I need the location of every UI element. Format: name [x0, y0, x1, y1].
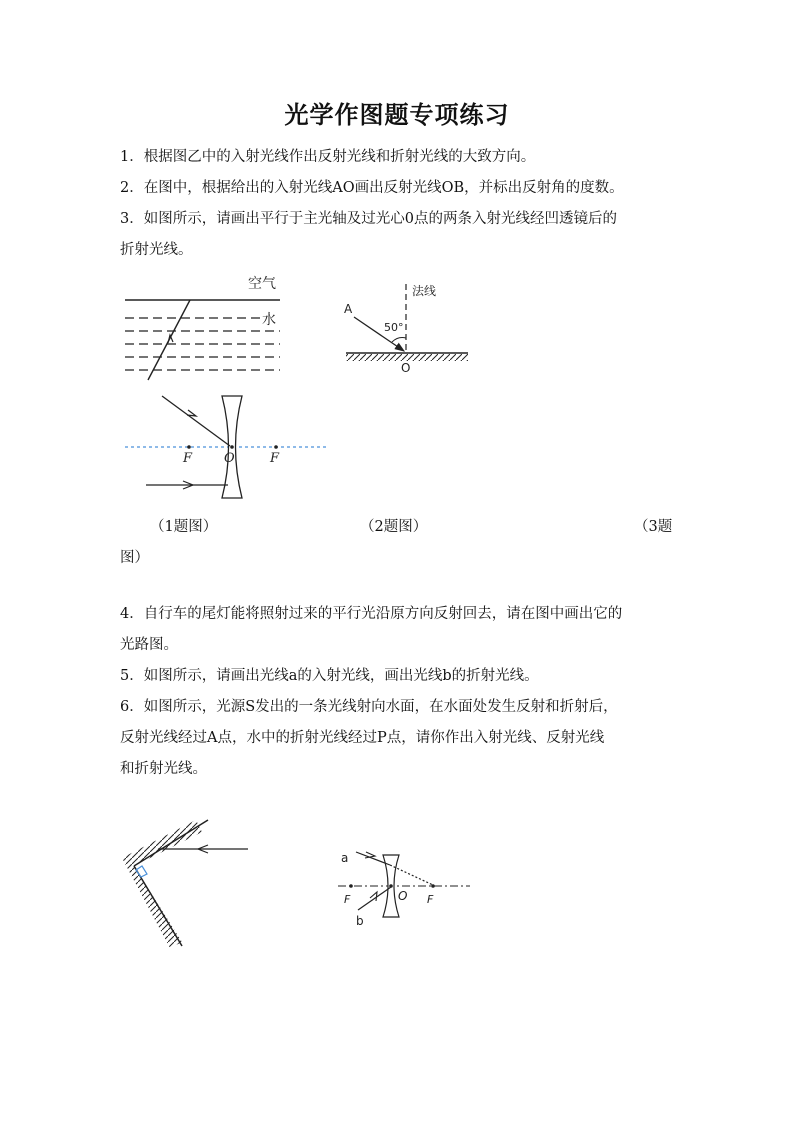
question-4-line-1: 4．自行车的尾灯能将照射过来的平行光沿原方向反射回去，请在图中画出它的 — [120, 606, 623, 622]
fig5-label-b: b — [356, 914, 364, 928]
question-6-line-2: 反射光线经过A点，水中的折射光线经过P点，请你作出入射光线、反射光线 — [120, 730, 605, 746]
fig5-concave-lens — [338, 851, 470, 928]
fig2-angle-label: 50° — [384, 321, 404, 334]
fig2-point-o: O — [401, 361, 411, 375]
fig1-air-label: 空气 — [248, 276, 276, 292]
fig5-ray-a-extension — [390, 865, 433, 885]
question-1: 1．根据图乙中的入射光线作出反射光线和折射光线的大致方向。 — [120, 149, 536, 165]
question-3-line-2: 折射光线。 — [120, 242, 193, 258]
fig3-label-f-right: F — [270, 451, 280, 466]
caption-fig3-part1: （3题 — [634, 519, 673, 535]
fig5-center-point — [389, 884, 393, 888]
fig3-ray-through-center — [162, 396, 230, 446]
fig5-label-a: a — [341, 851, 349, 865]
question-2: 2．在图中，根据给出的入射光线AO画出反射光线OB，并标出反射角的度数。 — [120, 180, 624, 196]
fig1-air-water — [125, 275, 280, 380]
fig5-label-f-right: F — [427, 893, 434, 906]
fig3-focus-right — [274, 445, 278, 449]
fig4-mirror-lower — [134, 866, 182, 946]
fig2-angle-arc — [392, 338, 406, 343]
fig1-water-label: 水 — [262, 312, 276, 328]
fig5-focus-right — [431, 884, 435, 888]
caption-fig1: （1题图） — [150, 519, 218, 535]
question-4-line-2: 光路图。 — [120, 637, 178, 653]
fig5-focus-left — [349, 884, 353, 888]
fig2-mirror-reflection — [344, 283, 468, 375]
caption-fig2: （2题图） — [360, 519, 428, 535]
fig3-center-point — [230, 445, 234, 449]
fig5-label-o: O — [398, 889, 408, 903]
fig4-mirror-upper — [134, 820, 208, 866]
fig3-label-f-left: F — [183, 451, 193, 466]
question-5: 5．如图所示，请画出光线a的入射光线，画出光线b的折射光线。 — [120, 668, 539, 684]
question-6-line-3: 和折射光线。 — [120, 761, 207, 777]
question-6-line-1: 6．如图所示，光源S发出的一条光线射向水面，在水面处发生反射和折射后， — [120, 699, 618, 715]
fig3-concave-lens — [125, 396, 328, 498]
fig1-ray-arrow — [168, 335, 173, 343]
fig4-mirror-lower-hatch — [122, 858, 182, 948]
fig2-point-a: A — [344, 302, 353, 316]
fig4-mirror-upper-hatch — [122, 820, 202, 866]
caption-fig3-part2: 图） — [120, 550, 149, 566]
fig3-label-o: O — [224, 451, 235, 466]
fig2-mirror-hatch — [346, 354, 468, 361]
fig4-corner-reflector — [122, 820, 248, 948]
fig5-label-f-left: F — [344, 893, 351, 906]
question-3-line-1: 3．如图所示，请画出平行于主光轴及过光心0点的两条入射光线经凹透镜后的 — [120, 211, 617, 227]
page-title: 光学作图题专项练习 — [284, 100, 510, 129]
fig2-normal-label: 法线 — [412, 284, 437, 298]
fig3-focus-left — [187, 445, 191, 449]
